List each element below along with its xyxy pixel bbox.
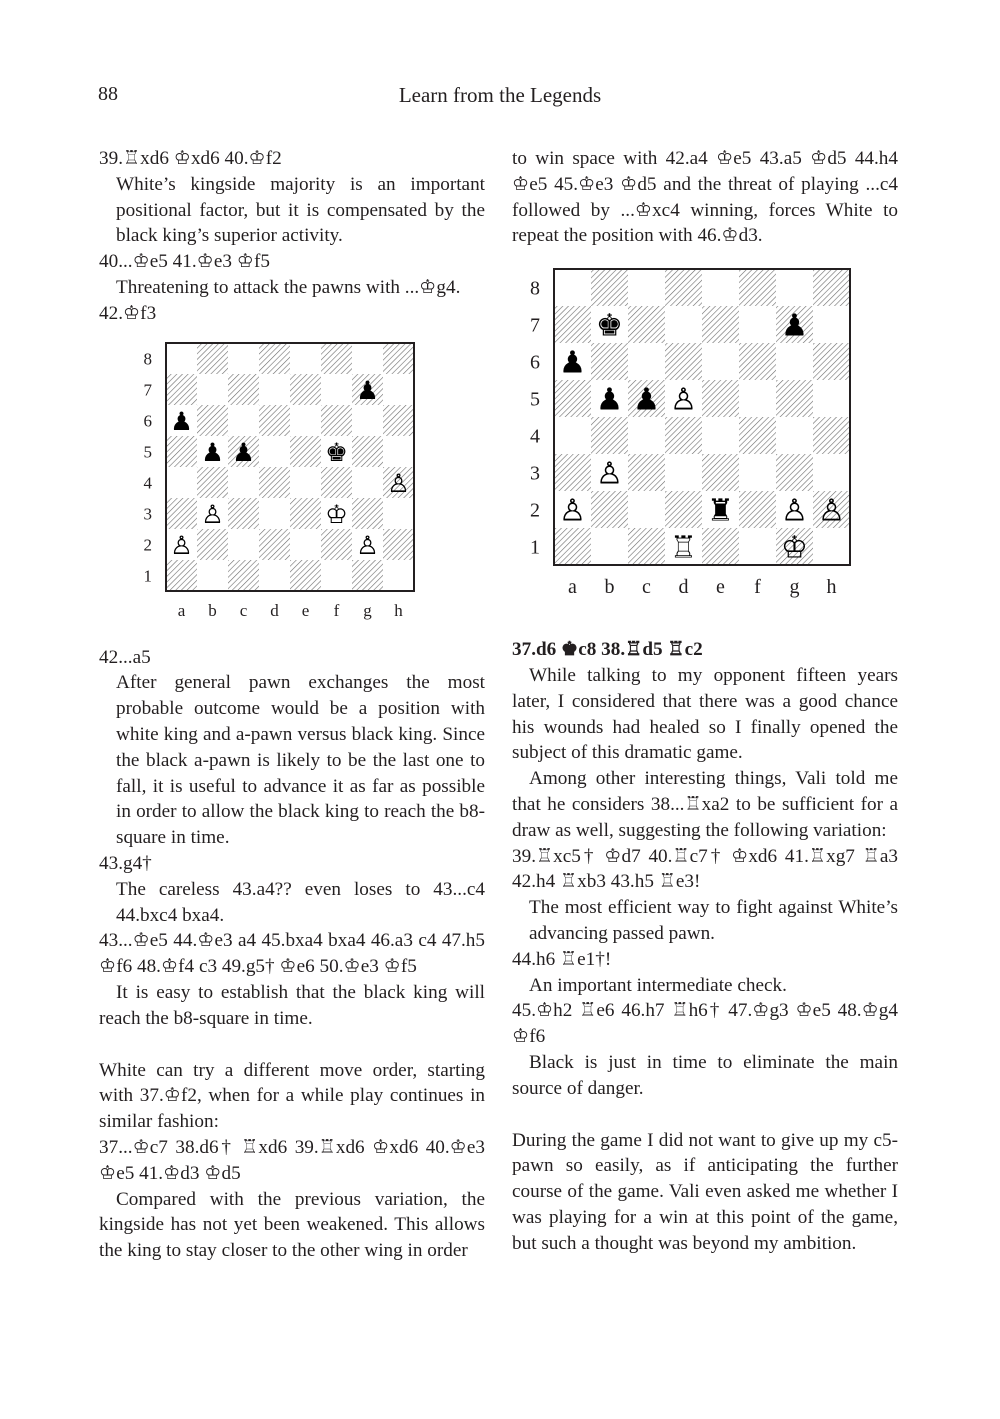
square-g1 xyxy=(352,560,383,591)
comment-text: After general pawn exchanges the most probable outcome would be a position with white king and a-pawn versus black king. Since the black a-pawn is likely to be the last one to fall, it is useful to advance it as far as possible in order to allow the black king to reach the b8-square in time. xyxy=(116,672,485,849)
rank-label: 4 xyxy=(530,425,540,448)
rank-label: 5 xyxy=(143,442,152,462)
square-g4 xyxy=(352,467,383,498)
rank-label: 7 xyxy=(143,380,152,400)
square-e4 xyxy=(702,417,739,454)
square-f1 xyxy=(321,560,352,591)
file-label: c xyxy=(239,600,248,620)
square-f8 xyxy=(321,343,352,374)
file-label: f xyxy=(333,600,340,620)
file-label: g xyxy=(789,576,800,599)
comment-text: An important intermediate check. xyxy=(529,974,787,996)
square-g6 xyxy=(352,405,383,436)
file-label: b xyxy=(604,576,615,599)
rank-label: 2 xyxy=(530,499,540,522)
square-h7 xyxy=(383,374,414,405)
square-e3 xyxy=(290,498,321,529)
piece-white-a2: ♙ xyxy=(558,493,587,529)
square-c8 xyxy=(228,343,259,374)
piece-white-a2: ♙ xyxy=(170,529,193,560)
square-d6 xyxy=(665,343,702,380)
piece-white-f3: ♔ xyxy=(325,498,348,529)
move-text: 43.g4† xyxy=(99,852,152,874)
square-c1 xyxy=(628,528,665,565)
comment-text: The careless 43.a4?? even loses to 43...c4 44.bxc4 bxa4. xyxy=(116,878,485,926)
square-d2 xyxy=(259,529,290,560)
square-c4 xyxy=(628,417,665,454)
square-f8 xyxy=(739,269,776,306)
square-d8 xyxy=(665,269,702,306)
piece-black-a6: ♟ xyxy=(170,405,193,436)
file-label: d xyxy=(678,576,689,599)
square-g8 xyxy=(776,269,813,306)
file-label: a xyxy=(177,600,186,620)
square-h3 xyxy=(383,498,414,529)
move-text: 44.h6 ♖e1†! xyxy=(512,948,612,970)
square-f7 xyxy=(739,306,776,343)
square-c7 xyxy=(228,374,259,405)
square-g5 xyxy=(352,436,383,467)
move-text: 42...a5 xyxy=(99,646,151,668)
rank-label: 5 xyxy=(530,388,540,411)
rank-label: 8 xyxy=(143,349,152,369)
chess-board-1 xyxy=(99,327,485,645)
square-h1 xyxy=(813,528,850,565)
comment-text: Compared with the previous variation, the kingside has not yet been weakened. This allows the king to stay closer to the other wing in order xyxy=(99,1188,485,1262)
square-e6 xyxy=(290,405,321,436)
square-g5 xyxy=(776,380,813,417)
square-c7 xyxy=(628,306,665,343)
square-h1 xyxy=(383,560,414,591)
square-h3 xyxy=(813,454,850,491)
square-h6 xyxy=(813,343,850,380)
move-text: 39.♖xc5† ♔d7 40.♖c7† ♔xd6 41.♖xg7 ♖a3 42.h4 ♖xb3 43.h5 ♖e3! xyxy=(512,845,898,893)
square-f2 xyxy=(321,529,352,560)
square-c3 xyxy=(228,498,259,529)
square-h5 xyxy=(813,380,850,417)
paragraph: to win space with 42.a4 ♔e5 43.a5 ♔d5 44.h4 ♔e5 45.♔e3 ♔d5 and the threat of playing ...c4 followed by ...♔xc4 winning, forces White to repeat the position with 46.♔d3. xyxy=(512,148,898,247)
piece-white-g1: ♔ xyxy=(780,530,809,566)
square-e5 xyxy=(290,436,321,467)
rank-label: 6 xyxy=(143,411,152,431)
square-d2 xyxy=(665,491,702,528)
square-a4 xyxy=(554,417,591,454)
square-g3 xyxy=(352,498,383,529)
square-e6 xyxy=(702,343,739,380)
square-b2 xyxy=(591,491,628,528)
square-b2 xyxy=(197,529,228,560)
square-a5 xyxy=(554,380,591,417)
square-d7 xyxy=(259,374,290,405)
square-b8 xyxy=(591,269,628,306)
comment-text: White’s kingside majority is an important positional factor, but it is compensated by the black king’s superior activity. xyxy=(116,173,485,247)
square-e1 xyxy=(290,560,321,591)
piece-white-b3: ♙ xyxy=(201,498,224,529)
piece-black-e2: ♜ xyxy=(706,493,735,529)
square-f4 xyxy=(321,467,352,498)
square-d1 xyxy=(259,560,290,591)
rank-label: 1 xyxy=(143,566,152,586)
square-e8 xyxy=(702,269,739,306)
file-label: e xyxy=(716,576,725,599)
square-e2 xyxy=(290,529,321,560)
square-c8 xyxy=(628,269,665,306)
square-a3 xyxy=(166,498,197,529)
running-title: Learn from the Legends xyxy=(398,83,602,107)
square-h5 xyxy=(383,436,414,467)
file-label: d xyxy=(270,600,279,620)
square-d7 xyxy=(665,306,702,343)
file-label: b xyxy=(208,600,217,620)
file-label: g xyxy=(363,600,372,620)
square-c2 xyxy=(228,529,259,560)
square-a1 xyxy=(166,560,197,591)
piece-black-b5: ♟ xyxy=(595,382,624,418)
square-c6 xyxy=(628,343,665,380)
square-e7 xyxy=(702,306,739,343)
square-c2 xyxy=(628,491,665,528)
piece-black-g7: ♟ xyxy=(780,308,809,344)
square-d4 xyxy=(259,467,290,498)
piece-white-g2: ♙ xyxy=(356,529,379,560)
file-label: c xyxy=(642,576,651,599)
move-text: 37...♔c7 38.d6† ♖xd6 39.♖xd6 ♔xd6 40.♔e3 ♔e5 41.♔d3 ♔d5 xyxy=(99,1136,485,1184)
square-h7 xyxy=(813,306,850,343)
chess-diagram-2 xyxy=(512,249,898,637)
piece-white-h4: ♙ xyxy=(387,467,410,498)
square-g6 xyxy=(776,343,813,380)
piece-black-f5: ♚ xyxy=(325,436,348,467)
rank-label: 8 xyxy=(530,277,540,300)
comment-text: While talking to my opponent fifteen years later, I considered that there was a good chance his wounds had healed so I finally opened the subject of this dramatic game. xyxy=(512,664,898,764)
comment-text: Among other interesting things, Vali told me that he considers 38...♖xa2 to be sufficient for a draw as well, suggesting the following variation: xyxy=(512,768,898,841)
square-b4 xyxy=(591,417,628,454)
chess-diagram-1 xyxy=(99,327,485,645)
square-h8 xyxy=(813,269,850,306)
square-f7 xyxy=(321,374,352,405)
piece-black-g7: ♟ xyxy=(356,374,379,405)
square-g8 xyxy=(352,343,383,374)
square-g3 xyxy=(776,454,813,491)
comment-text: Threatening to attack the pawns with ...♔g4. xyxy=(116,276,461,298)
file-label: f xyxy=(754,576,761,599)
page-number: 88 xyxy=(98,83,118,105)
square-b1 xyxy=(591,528,628,565)
paragraph: During the game I did not want to give up my c5-pawn so easily, as if anticipating the further course of the game. Vali even asked me whether I was playing for a win at this point of the game, but such a thought was beyond my ambition. xyxy=(512,1129,898,1254)
piece-black-a6: ♟ xyxy=(558,345,587,381)
square-d4 xyxy=(665,417,702,454)
square-a5 xyxy=(166,436,197,467)
rank-label: 1 xyxy=(530,536,540,559)
move-text: 39.♖xd6 ♔xd6 40.♔f2 xyxy=(99,148,282,169)
square-b6 xyxy=(197,405,228,436)
square-a7 xyxy=(554,306,591,343)
square-a1 xyxy=(554,528,591,565)
square-e5 xyxy=(702,380,739,417)
square-e3 xyxy=(702,454,739,491)
square-b4 xyxy=(197,467,228,498)
square-a4 xyxy=(166,467,197,498)
square-d5 xyxy=(259,436,290,467)
piece-white-g2: ♙ xyxy=(780,493,809,529)
rank-label: 6 xyxy=(530,351,540,374)
square-e4 xyxy=(290,467,321,498)
piece-black-b5: ♟ xyxy=(201,436,224,467)
square-b7 xyxy=(197,374,228,405)
main-line-moves: 37.d6 ♚c8 38.♖d5 ♖c2 xyxy=(512,639,703,661)
paragraph: White can try a different move order, starting with 37.♔f2, when for a while play continues in similar fashion: xyxy=(99,1059,485,1133)
square-c4 xyxy=(228,467,259,498)
square-a8 xyxy=(166,343,197,374)
comment-text: It is easy to establish that the black king will reach the b8-square in time. xyxy=(99,981,485,1029)
square-d3 xyxy=(665,454,702,491)
square-b6 xyxy=(591,343,628,380)
file-label: h xyxy=(394,600,403,620)
piece-white-h2: ♙ xyxy=(817,493,846,529)
left-column xyxy=(99,146,485,1264)
square-d6 xyxy=(259,405,290,436)
rank-label: 3 xyxy=(530,462,540,485)
square-f6 xyxy=(321,405,352,436)
move-text: 40...♔e5 41.♔e3 ♔f5 xyxy=(99,251,270,273)
piece-black-c5: ♟ xyxy=(632,382,661,418)
square-h6 xyxy=(383,405,414,436)
square-a8 xyxy=(554,269,591,306)
square-c1 xyxy=(228,560,259,591)
square-f6 xyxy=(739,343,776,380)
square-e1 xyxy=(702,528,739,565)
square-f4 xyxy=(739,417,776,454)
file-label: e xyxy=(301,600,310,620)
rank-label: 4 xyxy=(143,473,152,493)
square-b1 xyxy=(197,560,228,591)
comment-text: The most efficient way to fight against White’s advancing passed pawn. xyxy=(529,897,898,944)
square-d3 xyxy=(259,498,290,529)
rank-label: 3 xyxy=(143,504,152,524)
square-e7 xyxy=(290,374,321,405)
square-h2 xyxy=(383,529,414,560)
file-label: a xyxy=(568,576,577,599)
chess-board-2 xyxy=(512,249,898,637)
square-b8 xyxy=(197,343,228,374)
move-text: 43...♔e5 44.♔e3 a4 45.bxa4 bxa4 46.a3 c4 47.h5 ♔f6 48.♔f4 c3 49.g5† ♔e6 50.♔e3 ♔f5 xyxy=(99,930,485,978)
square-g4 xyxy=(776,417,813,454)
square-c6 xyxy=(228,405,259,436)
square-d8 xyxy=(259,343,290,374)
move-text: 45.♔h2 ♖e6 46.h7 ♖h6† 47.♔g3 ♔e5 48.♔g4 ♔f6 xyxy=(512,1000,898,1048)
piece-black-c5: ♟ xyxy=(232,436,255,467)
rank-label: 7 xyxy=(530,314,540,337)
square-h4 xyxy=(813,417,850,454)
piece-black-b7: ♚ xyxy=(595,308,624,344)
comment-text: Black is just in time to eliminate the main source of danger. xyxy=(512,1051,898,1099)
square-a7 xyxy=(166,374,197,405)
square-f1 xyxy=(739,528,776,565)
right-column xyxy=(512,146,898,1257)
square-f3 xyxy=(739,454,776,491)
square-e8 xyxy=(290,343,321,374)
square-c3 xyxy=(628,454,665,491)
square-h8 xyxy=(383,343,414,374)
square-f5 xyxy=(739,380,776,417)
piece-white-b3: ♙ xyxy=(595,456,624,492)
piece-white-d1: ♖ xyxy=(669,530,698,566)
square-f2 xyxy=(739,491,776,528)
move-text: 42.♔f3 xyxy=(99,302,157,324)
piece-white-d5: ♙ xyxy=(669,382,698,418)
rank-label: 2 xyxy=(143,535,152,555)
file-label: h xyxy=(826,576,837,599)
square-a3 xyxy=(554,454,591,491)
